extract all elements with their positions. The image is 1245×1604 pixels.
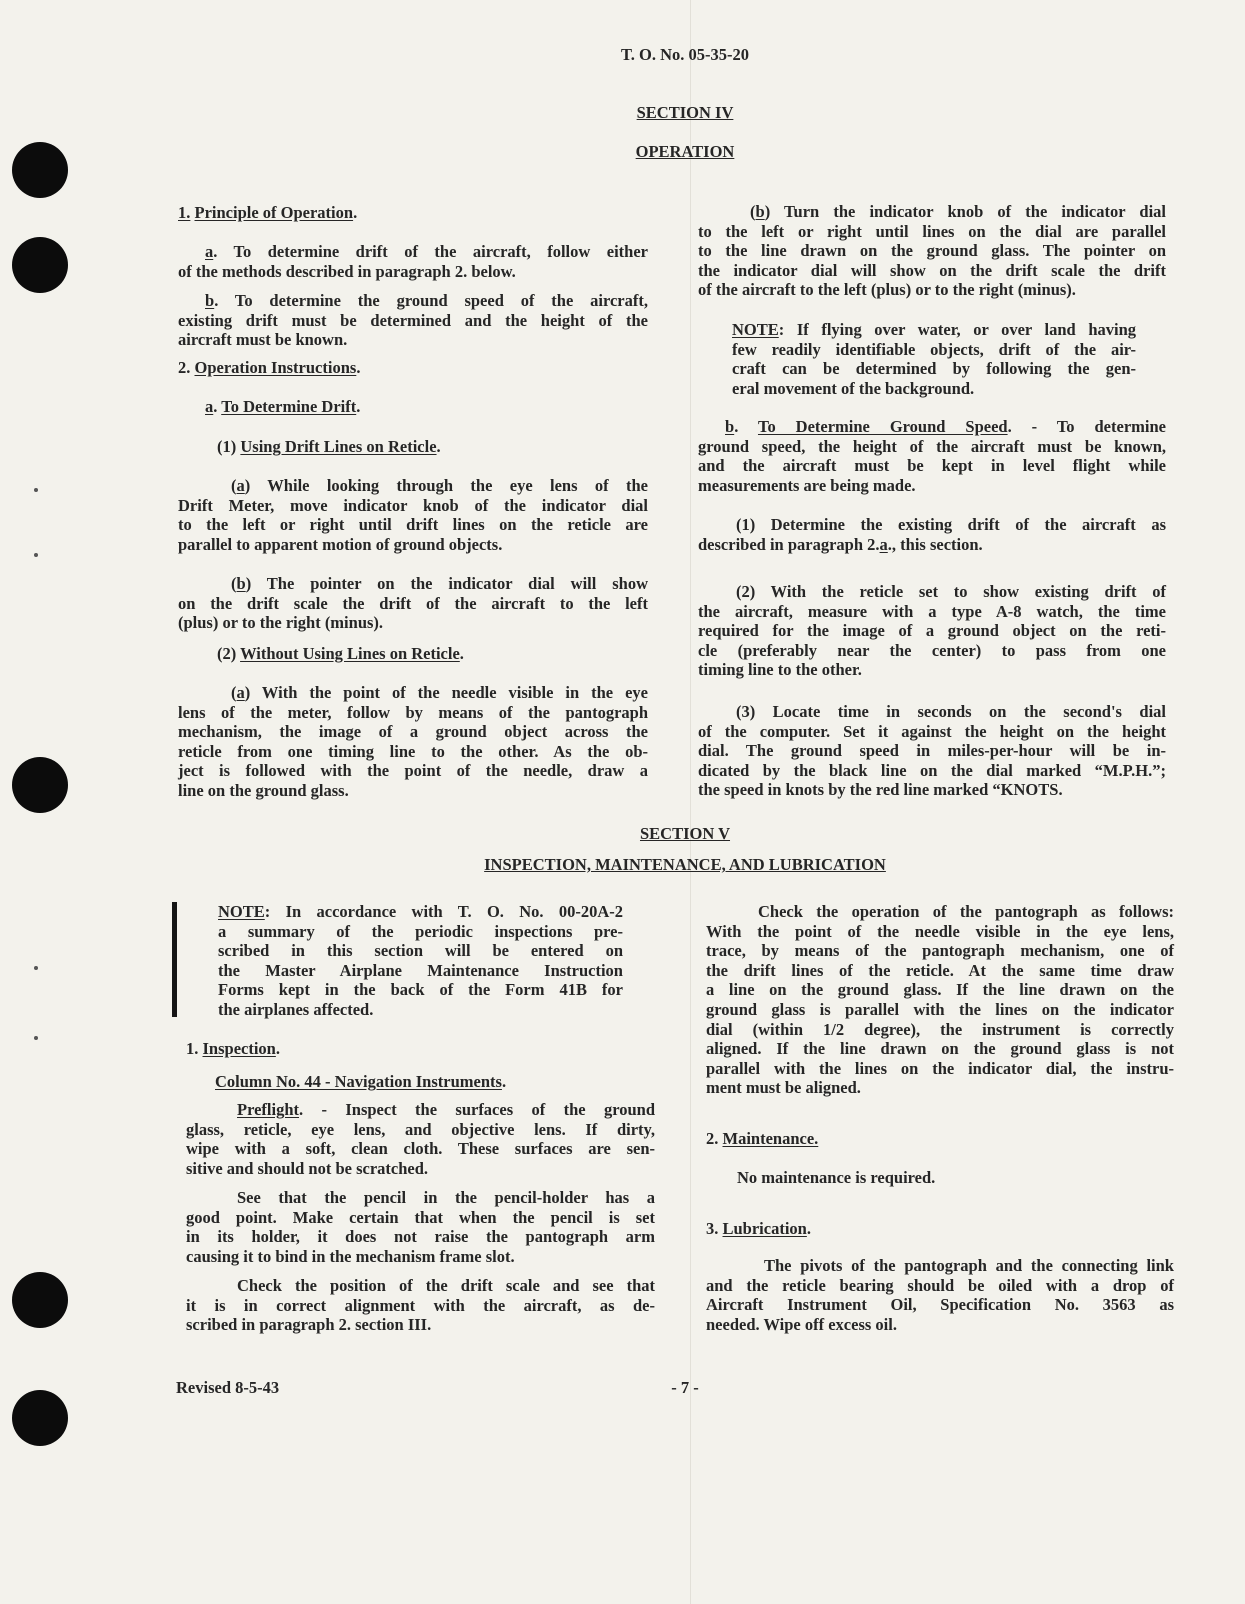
heading-column-44 (215, 1072, 635, 1092)
section-title: SECTION IV (636, 103, 734, 122)
paragraph-2b3 (698, 702, 1166, 800)
text-line: measurements are being made. (698, 475, 916, 495)
text-line: the Master Airplane Maintenance Instruction (218, 960, 623, 980)
text-line: in its holder, it does not raise the pantograph arm (186, 1227, 655, 1247)
text-line: few readily identifiable objects, drift of the air- (732, 339, 1136, 359)
text-line: See that the pencil in the pencil-holder has a (237, 1188, 655, 1207)
section-subtitle: INSPECTION, MAINTENANCE, AND LUBRICATION (484, 855, 886, 874)
text-line: a summary of the periodic inspections pre- (218, 921, 623, 941)
text-line: described in paragraph 2.a., this section. (698, 534, 983, 554)
text-line: existing drift must be determined and the height of the (178, 310, 648, 330)
text-line: on the drift scale the drift of the aircraft to the left (178, 593, 648, 613)
speck (34, 553, 38, 557)
text-line: dicated by the black line on the dial marked “M.P.H.”; (698, 760, 1166, 780)
text-line: to the line drawn on the ground glass. The pointer on (698, 241, 1166, 261)
text-line: and the aircraft must be kept in level flight while (698, 456, 1166, 476)
text-line: NOTE: In accordance with T. O. No. 00-20A-2 (218, 902, 623, 921)
text-line: Forms kept in the back of the Form 41B for (218, 980, 623, 1000)
paragraph-maintenance (737, 1168, 1137, 1188)
text-line: craft can be determined by following the gen- (732, 359, 1136, 379)
heading-using-drift-lines (217, 437, 647, 457)
paragraph-2b2 (698, 582, 1166, 680)
text-line: sitive and should not be scratched. (186, 1158, 429, 1178)
text-line: causing it to bind in the mechanism frame slot. (186, 1246, 515, 1266)
text-line: NOTE: If flying over water, or over land having (732, 320, 1136, 339)
text-line: required for the image of a ground object on the reti- (698, 621, 1166, 641)
text-line: aircraft must be known. (178, 330, 348, 350)
text-line: and the reticle bearing should be oiled with a drop of (706, 1275, 1174, 1295)
paragraph-2a2a (178, 683, 648, 801)
heading-inspection (186, 1039, 626, 1059)
paragraph-2b (698, 417, 1166, 495)
document-number: T. O. No. 05-35-20 (620, 45, 750, 64)
note-water (732, 320, 1136, 398)
text-line: aligned. If the line drawn on the ground glass is not (706, 1039, 1174, 1059)
paragraph-2b1 (698, 515, 1166, 554)
text-line: it is in correct alignment with the aircraft, as de- (186, 1295, 655, 1315)
paragraph-2a1a (178, 476, 648, 554)
text-line: (b) Turn the indicator knob of the indicator dial (750, 202, 1166, 221)
paragraph-preflight (186, 1100, 655, 1178)
text-line: the aircraft, measure with a type A-8 watch, the time (698, 601, 1166, 621)
paragraph-drift-scale (186, 1276, 655, 1335)
punch-hole (12, 1272, 68, 1328)
text-line: ment must be aligned. (706, 1078, 861, 1098)
text-line: b. To determine the ground speed of the aircraft, (205, 291, 648, 310)
paragraph-2a2b (698, 202, 1166, 300)
text-line: 1. Inspection. (186, 1039, 280, 1058)
punch-hole (12, 1390, 68, 1446)
text-line: (b) The pointer on the indicator dial will show (231, 574, 648, 593)
text-line: scribed in this section will be entered on (218, 941, 623, 961)
section-title: SECTION V (639, 824, 731, 843)
text-line: Preflight. - Inspect the surfaces of the ground (237, 1100, 655, 1119)
heading-determine-drift (205, 397, 645, 417)
text-line: The pivots of the pantograph and the connecting link (764, 1256, 1174, 1275)
punch-hole (12, 237, 68, 293)
text-line: Aircraft Instrument Oil, Specification No. 3563 as (706, 1295, 1174, 1315)
paragraph-1b (178, 291, 648, 350)
paragraph-pantograph (706, 902, 1174, 1098)
text-line: of the methods described in paragraph 2. below. (178, 261, 516, 281)
text-line: mechanism, the image of a ground object across the (178, 722, 648, 742)
text-line: line on the ground glass. (178, 780, 349, 800)
text-line: 1. Principle of Operation. (178, 203, 358, 222)
text-line: a. To Determine Drift. (205, 397, 361, 416)
text-line: ground glass is parallel with the lines on the indicator (706, 999, 1174, 1019)
text-line: (a) While looking through the eye lens of the (231, 476, 648, 495)
note-periodic-inspections (218, 902, 623, 1020)
text-line: With the point of the needle visible in the eye lens, (706, 921, 1174, 941)
speck (34, 488, 38, 492)
text-line: (3) Locate time in seconds on the second's dial (736, 702, 1166, 721)
text-line: scribed in paragraph 2. section III. (186, 1315, 432, 1335)
paragraph-1a (178, 242, 648, 281)
text-line: Column No. 44 - Navigation Instruments. (215, 1072, 507, 1091)
text-line: (2) With the reticle set to show existing drift of (736, 582, 1166, 601)
text-line: Drift Meter, move indicator knob of the indicator dial (178, 495, 648, 515)
text-line: the airplanes affected. (218, 999, 374, 1019)
text-line: eral movement of the background. (732, 378, 975, 398)
speck (34, 966, 38, 970)
paragraph-2a1b (178, 574, 648, 633)
heading-without-lines (217, 644, 647, 664)
revision-bar (172, 902, 177, 1017)
text-line: No maintenance is required. (737, 1168, 936, 1187)
text-line: timing line to the other. (698, 660, 862, 680)
text-line: cle (preferably near the center) to pass from one (698, 640, 1166, 660)
text-line: of the aircraft to the left (plus) or to the right (minus). (698, 280, 1076, 300)
paragraph-lubrication (706, 1256, 1174, 1334)
text-line: Check the operation of the pantograph as follows: (758, 902, 1174, 921)
text-line: (1) Determine the existing drift of the aircraft as (736, 515, 1166, 534)
speck (34, 1036, 38, 1040)
text-line: needed. Wipe off excess oil. (706, 1314, 897, 1334)
text-line: ground speed, the height of the aircraft must be known, (698, 436, 1166, 456)
text-line: b. To Determine Ground Speed. - To determine (725, 417, 1166, 436)
page-fold (690, 0, 691, 1604)
text-line: the speed in knots by the red line marked “KNOTS. (698, 780, 1063, 800)
text-line: (plus) or to the right (minus). (178, 613, 384, 633)
section-subtitle: OPERATION (635, 142, 735, 161)
text-line: (1) Using Drift Lines on Reticle. (217, 437, 441, 456)
text-line: a. To determine drift of the aircraft, follow either (205, 242, 648, 261)
text-line: (2) Without Using Lines on Reticle. (217, 644, 464, 663)
text-line: parallel with the lines on the indicator dial, the instru- (706, 1058, 1174, 1078)
text-line: to the left or right until lines on the dial are parallel (698, 221, 1166, 241)
punch-hole (12, 757, 68, 813)
revision-date: Revised 8-5-43 (176, 1378, 280, 1397)
text-line: glass, reticle, eye lens, and objective lens. If dirty, (186, 1119, 655, 1139)
text-line: (a) With the point of the needle visible in the eye (231, 683, 648, 702)
heading-principle (178, 203, 648, 223)
paragraph-pencil (186, 1188, 655, 1266)
text-line: lens of the meter, follow by means of the pantograph (178, 702, 648, 722)
text-line: wipe with a soft, clean cloth. These surfaces are sen- (186, 1139, 655, 1159)
text-line: 3. Lubrication. (706, 1219, 811, 1238)
text-line: reticle from one timing line to the other. As the ob- (178, 741, 648, 761)
text-line: dial (within 1/2 degree), the instrument is correctly (706, 1019, 1174, 1039)
text-line: the indicator dial will show on the drift scale the drift (698, 260, 1166, 280)
heading-lubrication (706, 1219, 1106, 1239)
text-line: Check the position of the drift scale and see that (237, 1276, 655, 1295)
heading-maintenance (706, 1129, 1106, 1149)
text-line: ject is followed with the point of the needle, draw a (178, 761, 648, 781)
text-line: of the computer. Set it against the height on the height (698, 721, 1166, 741)
page-number: - 7 - (671, 1378, 699, 1397)
text-line: parallel to apparent motion of ground objects. (178, 534, 503, 554)
text-line: trace, by means of the pantograph mechanism, one of (706, 941, 1174, 961)
text-line: dial. The ground speed in miles-per-hour will be in- (698, 741, 1166, 761)
heading-instructions (178, 358, 648, 378)
text-line: a line on the ground glass. If the line drawn on the (706, 980, 1174, 1000)
text-line: 2. Operation Instructions. (178, 358, 361, 377)
text-line: the drift lines of the reticle. At the same time draw (706, 960, 1174, 980)
text-line: 2. Maintenance. (706, 1129, 819, 1148)
text-line: good point. Make certain that when the pencil is set (186, 1207, 655, 1227)
text-line: to the left or right until drift lines on the reticle are (178, 515, 648, 535)
